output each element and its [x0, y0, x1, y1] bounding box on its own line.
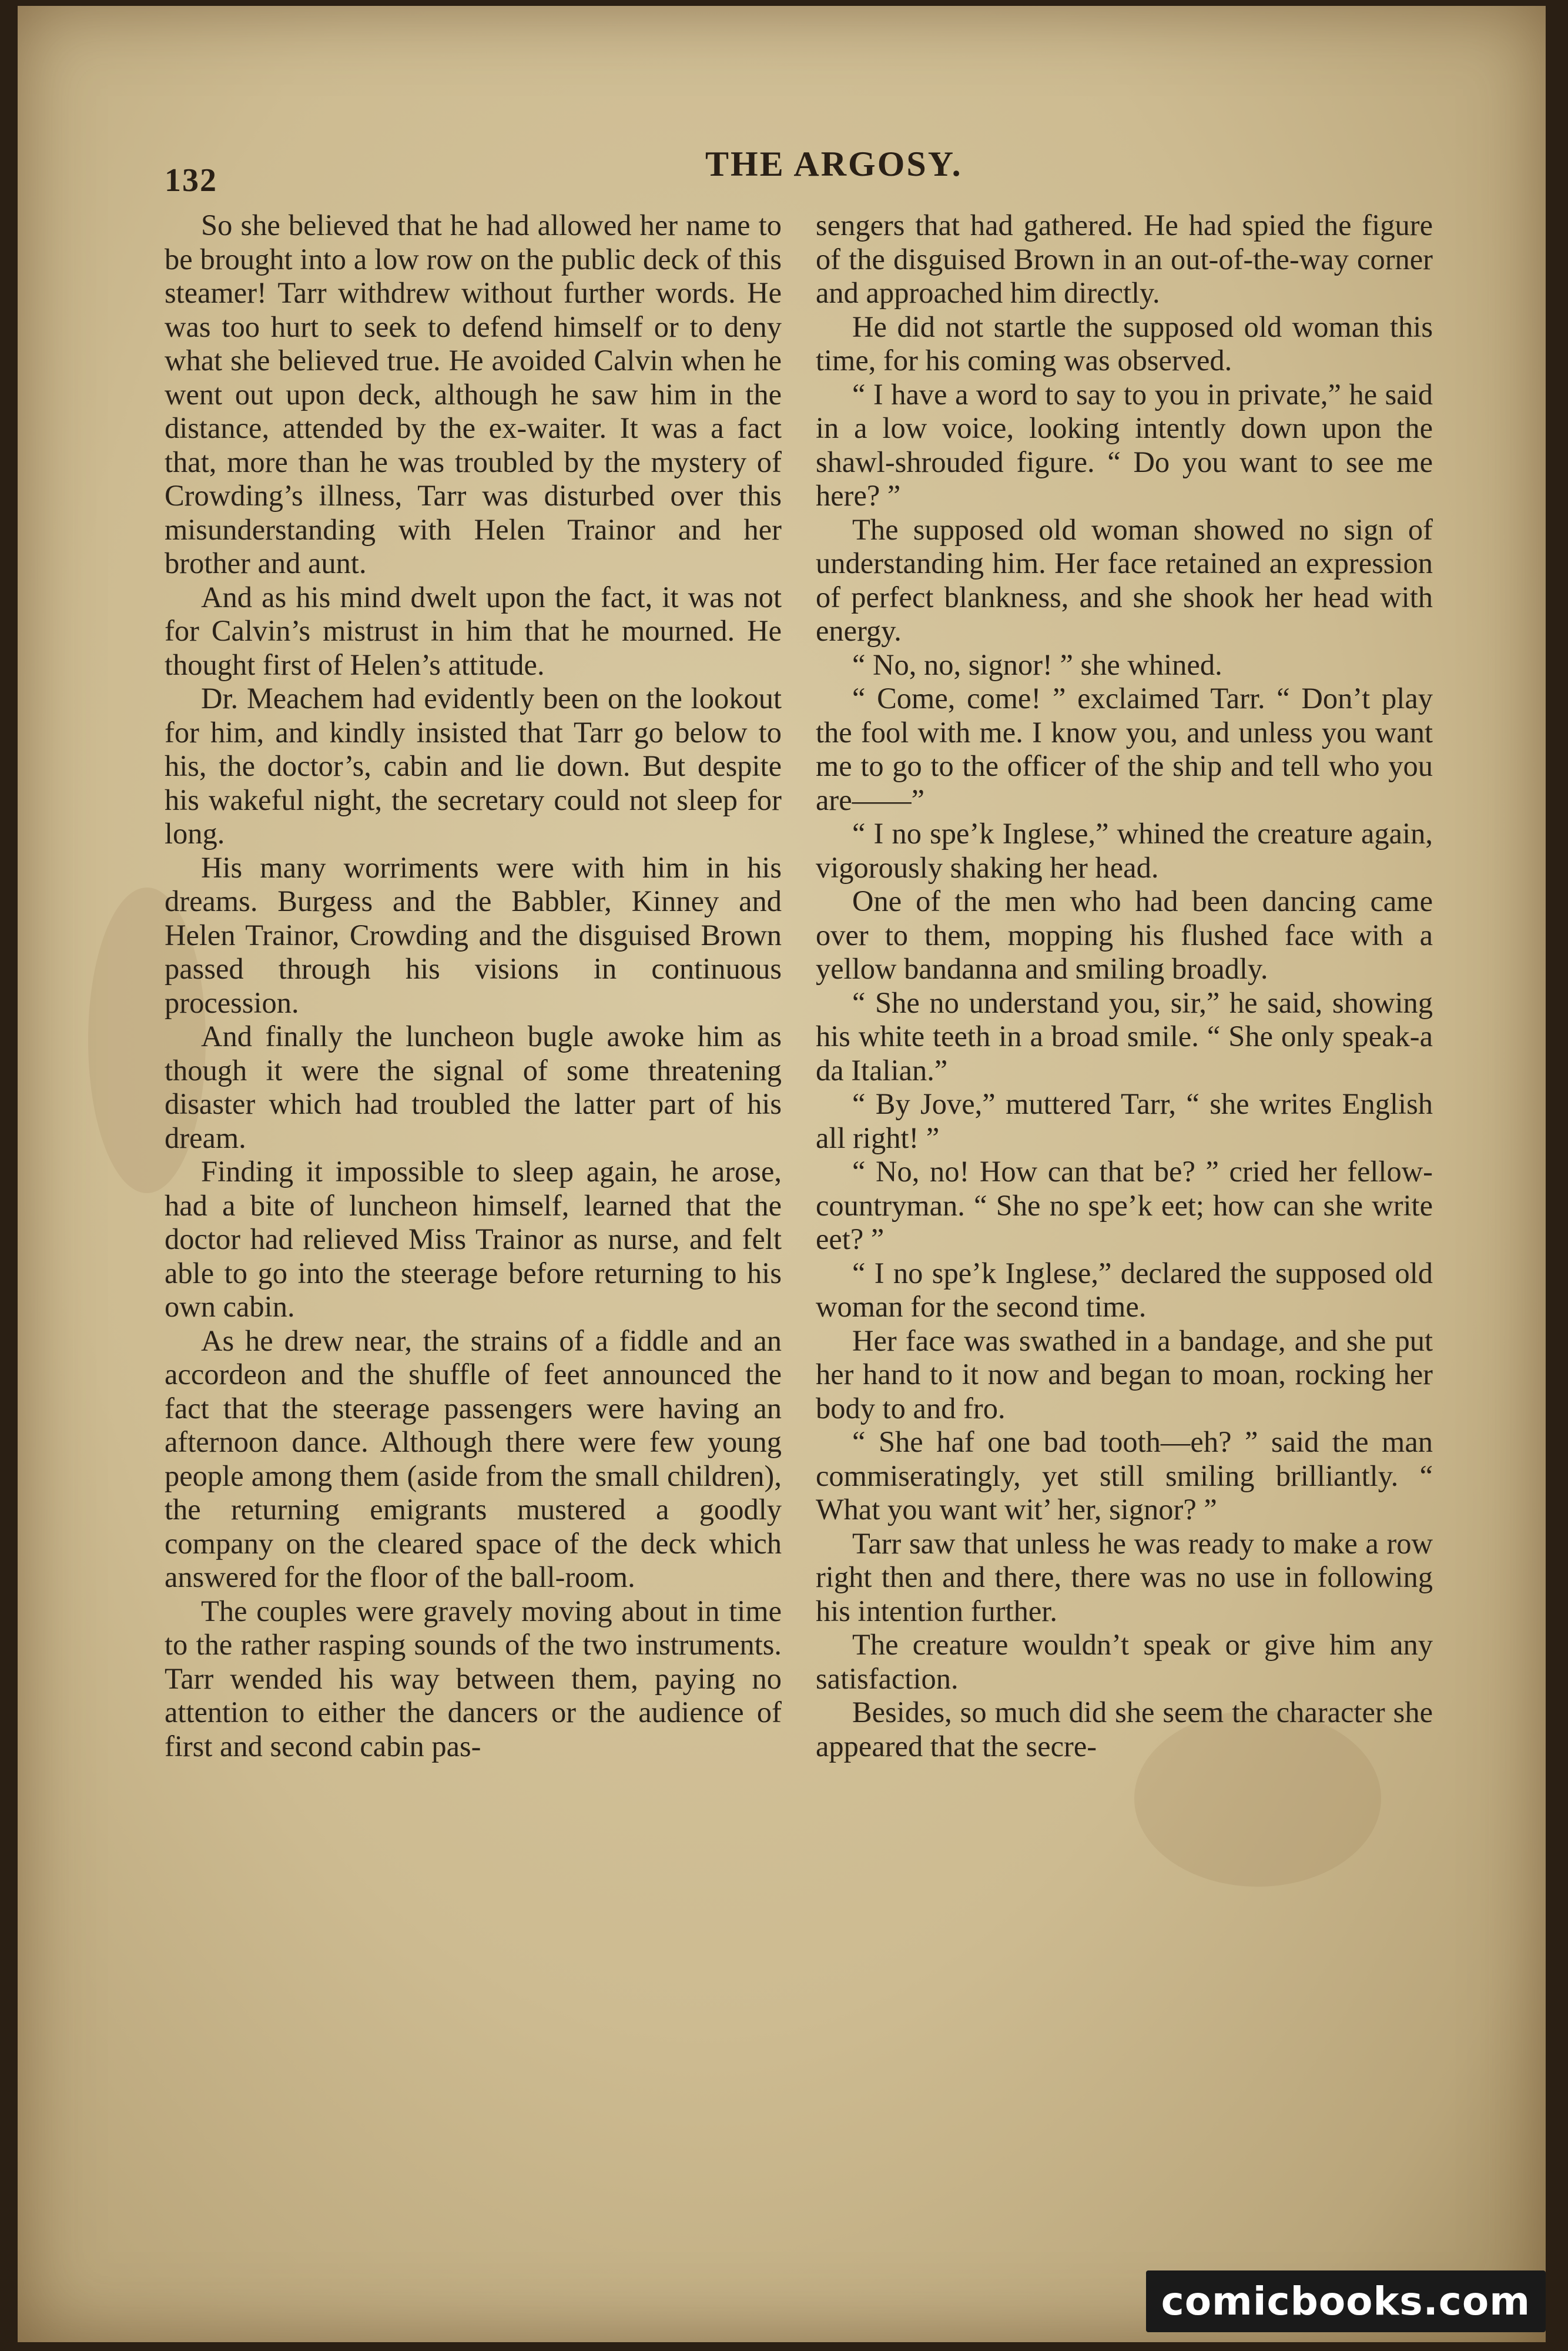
paragraph: He did not startle the supposed old woman this time, for his coming was observed. [816, 310, 1433, 377]
paragraph: His many worriments were with him in his dreams. Burgess and the Babbler, Kinney and Helen Trainor, Crowding and the disguised Brown passed through his visions in continuous procession. [165, 850, 782, 1019]
site-watermark: comicbooks.com [1146, 2270, 1546, 2332]
paragraph: And finally the luncheon bugle awoke him as though it were the signal of some threatening disaster which had troubled the latter part of his dream. [165, 1020, 782, 1154]
paragraph: “ By Jove,” muttered Tarr, “ she writes English all right! ” [816, 1087, 1433, 1154]
page-header [165, 144, 1458, 197]
paragraph: The supposed old woman showed no sign of understanding him. Her face retained an expression of perfect blankness, and she shook her head with energy. [816, 513, 1433, 647]
paragraph: “ Come, come! ” exclaimed Tarr. “ Don’t play the fool with me. I know you, and unless you want me to go to the officer of the ship and tell who you are——” [816, 682, 1433, 816]
paragraph: “ She no understand you, sir,” he said, showing his white teeth in a broad smile. “ She only speak-a da Italian.” [816, 986, 1433, 1087]
paragraph: “ She haf one bad tooth—eh? ” said the man commiseratingly, yet still smiling brilliantly. “ What you want wit’ her, signor? ” [816, 1425, 1433, 1526]
paragraph: As he drew near, the strains of a fiddle and an accordeon and the shuffle of feet announced the fact that the steerage passengers were having an afternoon dance. Although there were few young people among them (aside from the small children), the returning emigrants mustered a goodly company on the cleared space of the deck which answered for the floor of the ball-room. [165, 1324, 782, 1593]
paragraph: Her face was swathed in a bandage, and she put her hand to it now and began to moan, rocking her body to and fro. [816, 1324, 1433, 1425]
paragraph: Finding it impossible to sleep again, he arose, had a bite of luncheon himself, learned that the doctor had relieved Miss Trainor as nurse, and felt able to go into the steerage before returning to his own cabin. [165, 1155, 782, 1323]
right-column [816, 209, 1433, 1763]
paragraph: “ I no spe’k Inglese,” declared the supposed old woman for the second time. [816, 1256, 1433, 1323]
paragraph: “ No, no, signor! ” she whined. [852, 648, 1222, 681]
paragraph-continuation: sengers that had gathered. He had spied the figure of the disguised Brown in an out-of-the-way corner and approached him directly. [816, 209, 1433, 309]
page-number: 132 [165, 162, 217, 199]
paragraph: So she believed that he had allowed her name to be brought into a low row on the public deck of this steamer! Tarr withdrew without further words. He was too hurt to seek to defend himself or to deny what she believed true. He avoided Calvin when he went out upon deck, although he saw him in the distance, attended by the ex-waiter. It was a fact that, more than he was troubled by the mystery of Crowding’s illness, Tarr was disturbed over this misunderstanding with Helen Trainor and her brother and aunt. [165, 209, 782, 580]
running-head: THE ARGOSY. [705, 145, 963, 183]
paragraph: Dr. Meachem had evidently been on the lookout for him, and kindly insisted that Tarr go below to his, the doctor’s, cabin and lie down. But despite his wakeful night, the secretary could not sleep for long. [165, 682, 782, 850]
left-column [165, 209, 782, 1763]
paragraph: “ I have a word to say to you in private,” he said in a low voice, looking intently down upon the shawl-shrouded figure. “ Do you want to see me here? ” [816, 377, 1433, 512]
paragraph: Tarr saw that unless he was ready to make a row right then and there, there was no use in following his intention further. [816, 1526, 1433, 1627]
paragraph: “ I no spe’k Inglese,” whined the creature again, vigorously shaking her head. [816, 817, 1433, 884]
magazine-page [18, 6, 1546, 2342]
paragraph: The couples were gravely moving about in time to the rather rasping sounds of the two instruments. Tarr wended his way between them, paying no attention to either the dancers or the audience of first and second cabin pas- [165, 1594, 782, 1763]
paragraph: “ No, no! How can that be? ” cried her fellow-countryman. “ She no spe’k eet; how can she write eet? ” [816, 1155, 1433, 1255]
paragraph: Besides, so much did she seem the character she appeared that the secre- [816, 1696, 1433, 1763]
paragraph: The creature wouldn’t speak or give him any satisfaction. [816, 1628, 1433, 1695]
paragraph: And as his mind dwelt upon the fact, it was not for Calvin’s mistrust in him that he mourned. He thought first of Helen’s attitude. [165, 580, 782, 681]
paragraph: One of the men who had been dancing came over to them, mopping his flushed face with a yellow bandanna and smiling broadly. [816, 885, 1433, 985]
